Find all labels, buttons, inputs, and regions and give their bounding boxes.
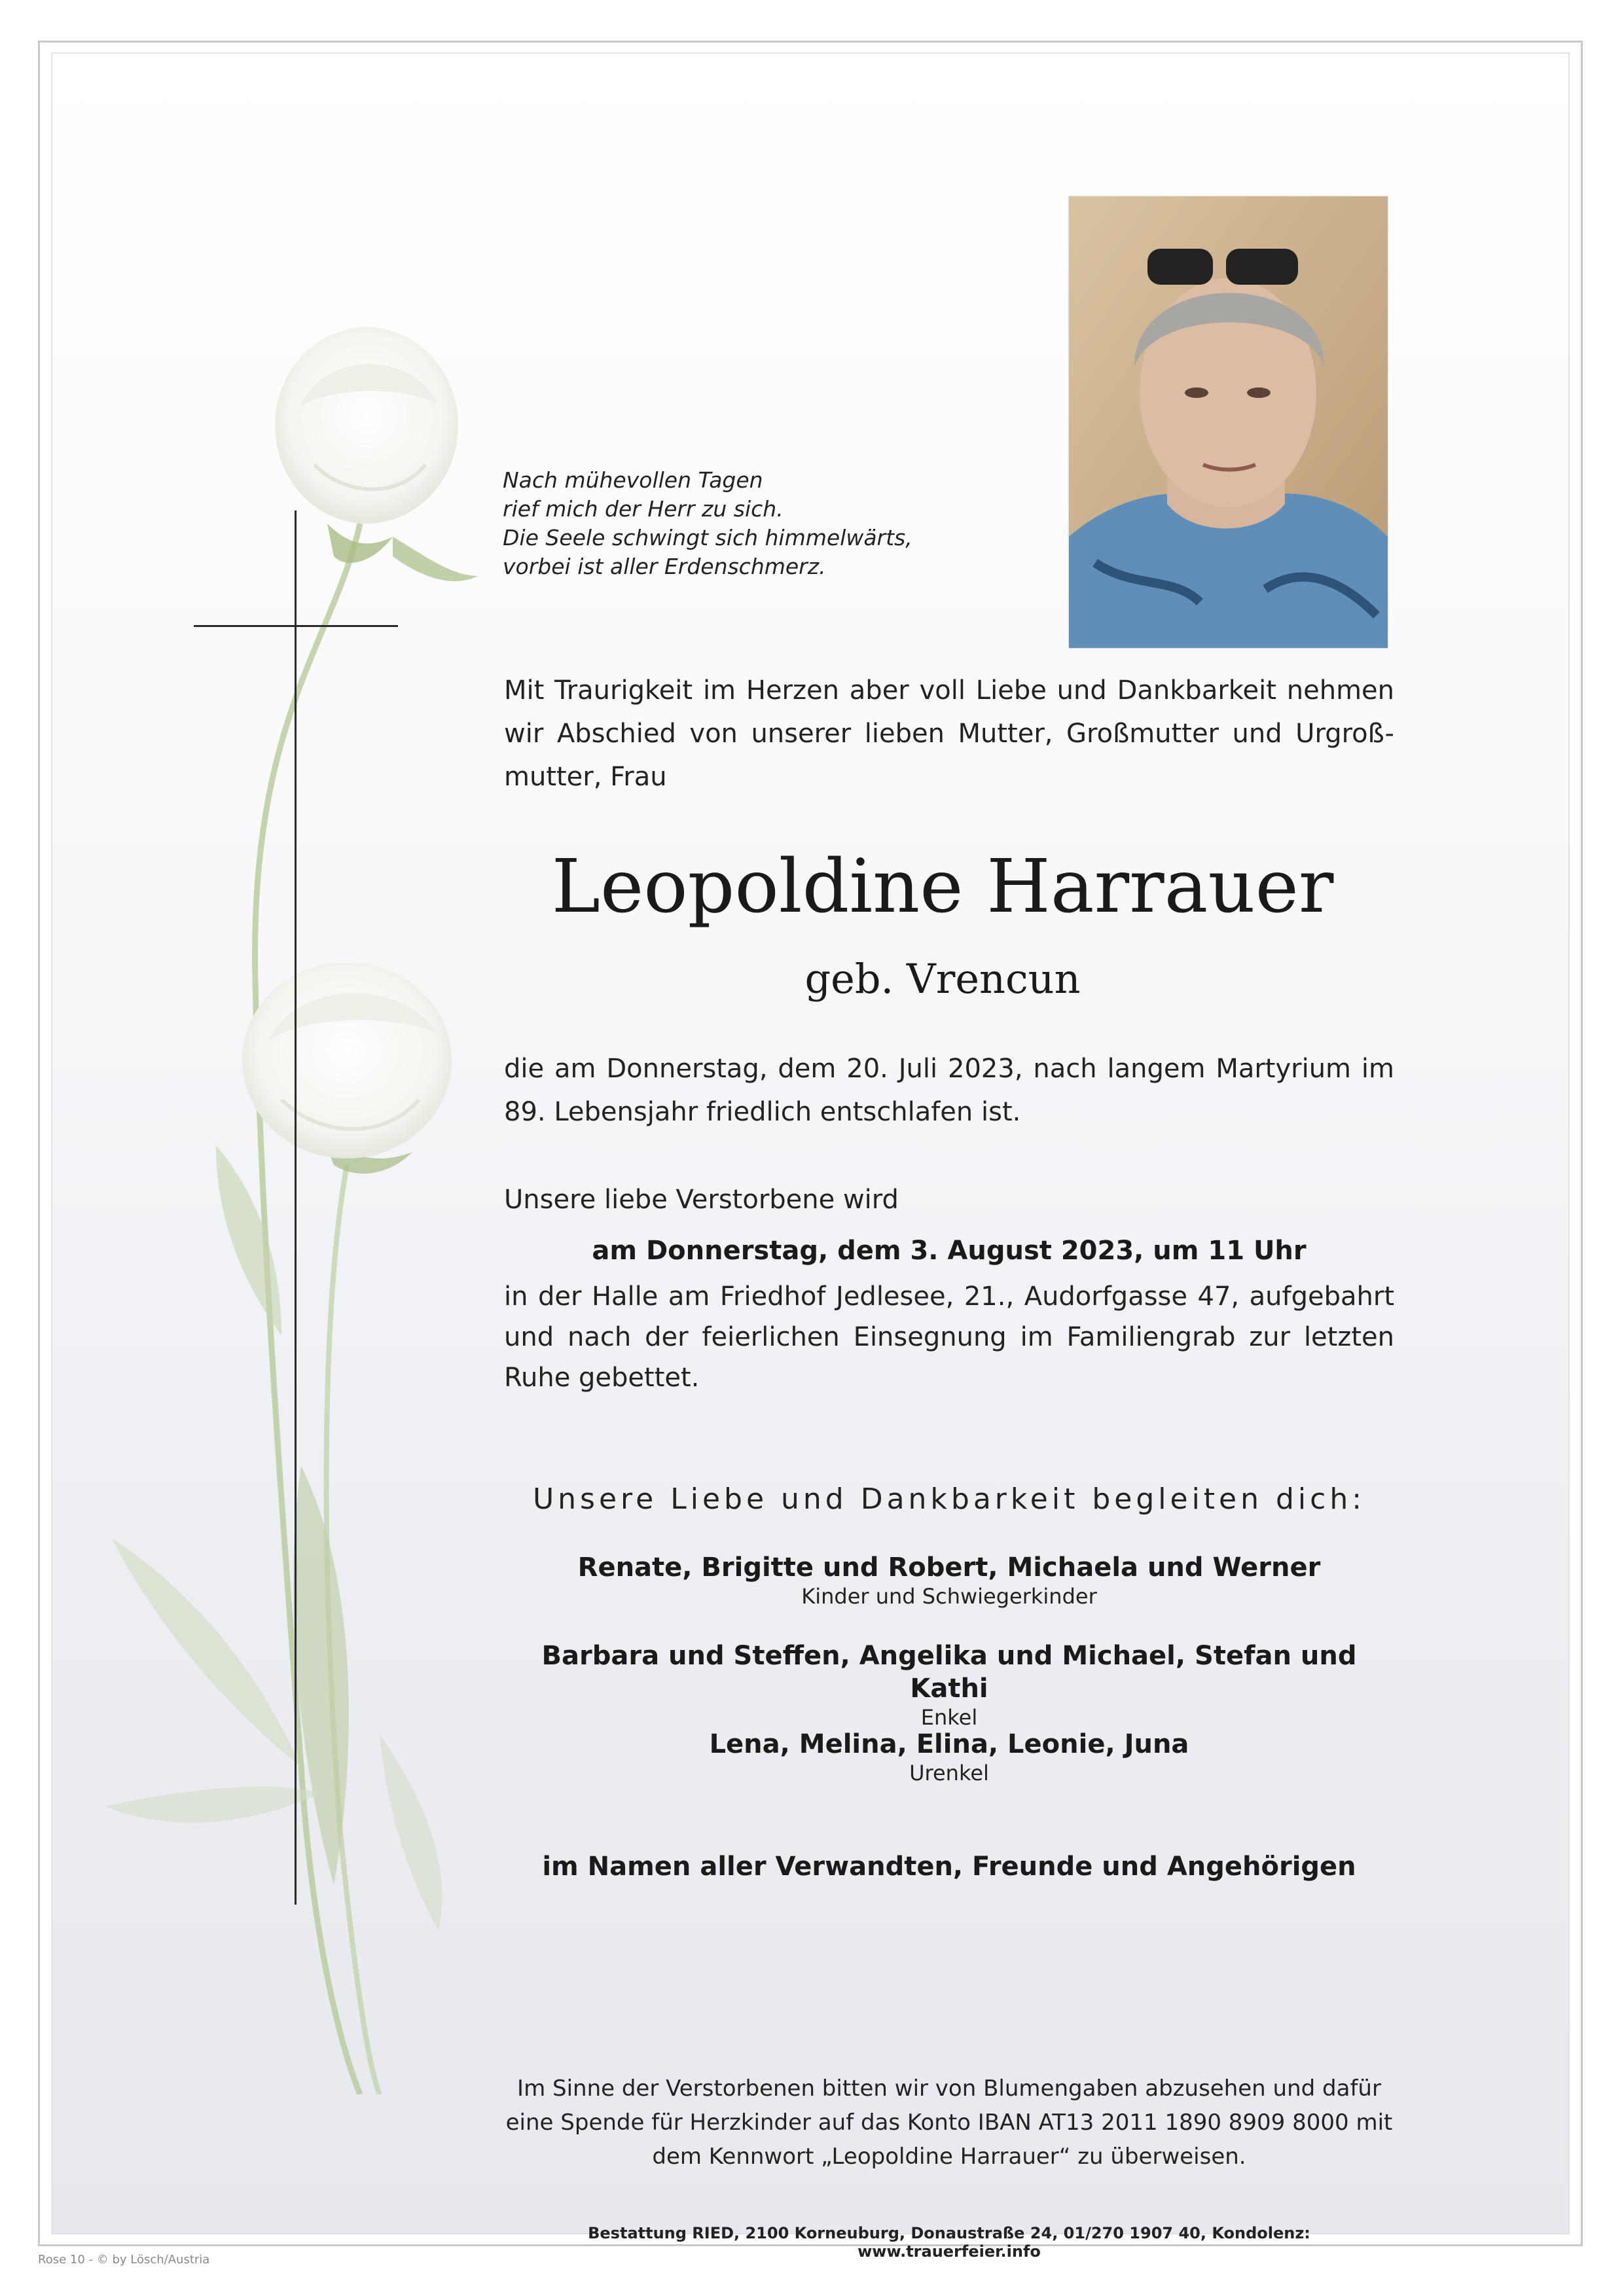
memorial-poem: Nach mühevollen Tagen rief mich der Herr zu sich. Die Seele schwingt sich himmelwärts, vorbei ist aller Erdenschmerz. (503, 467, 912, 579)
cross-horizontal-bar (194, 625, 398, 627)
mourner-names: Barbara und Steffen, Angelika und Michael, Stefan und Kathi (541, 1641, 1357, 1704)
deceased-name: Leopoldine Harrauer (551, 844, 1334, 929)
donation-text: Im Sinne der Verstorbenen bitten wir von Blumengaben abzusehen und dafür eine Spende für Herzkinder auf das Konto IBAN AT13 2011 1890 8909 8000 mit dem Kennwort „Leopoldine Harrauer“ zu überweisen. (505, 2075, 1393, 2170)
funeral-place: in der Halle am Friedhof Jedlesee, 21., Audorfgasse 47, aufgebahrt und nach der feierlichen Einsegnung im Familiengrab zur letzten Ruhe gebettet. (504, 1282, 1394, 1393)
funeral-intro: Unsere liebe Verstorbene wird (504, 1185, 899, 1215)
copyright-note: Rose 10 - © by Lösch/Austria (38, 2253, 210, 2267)
love-line: Unsere Liebe und Dankbarkeit begleiten dich: (532, 1482, 1366, 1516)
mourner-group-grandchildren (504, 1640, 1394, 1730)
white-roses-illustration (85, 327, 491, 2094)
footer-funeral-home: Bestattung RIED, 2100 Korneuburg, Donaustraße 24, 01/270 1907 40, Kondolenz: www.trauerfeier.info (588, 2224, 1310, 2261)
mourner-group-great-grandchildren (504, 1728, 1394, 1785)
death-text: die am Donnerstag, dem 20. Juli 2023, nach langem Martyrium im 89. Lebensjahr friedlich entschlafen ist. (504, 1054, 1394, 1127)
mourner-group-children (504, 1551, 1394, 1609)
mourner-relation: Kinder und Schwiegerkinder (801, 1584, 1097, 1609)
deceased-maiden-name: geb. Vrencun (804, 955, 1081, 1003)
mourner-names: Lena, Melina, Elina, Leonie, Juna (709, 1729, 1189, 1759)
mourner-relation: Urenkel (909, 1761, 989, 1785)
portrait-photo (1069, 196, 1388, 648)
cross-vertical-bar (295, 511, 297, 1905)
mourner-relation: Enkel (920, 1705, 978, 1730)
funeral-date: am Donnerstag, dem 3. August 2023, um 11 Uhr (592, 1236, 1307, 1266)
closing-line: im Namen aller Verwandten, Freunde und Angehörigen (542, 1852, 1356, 1882)
mourner-names: Renate, Brigitte und Robert, Michaela und Werner (577, 1552, 1321, 1583)
intro-text: Mit Traurigkeit im Herzen aber voll Liebe und Dankbarkeit nehmen wir Abschied von unserer lieben Mutter, Großmutter und Urgroß-mutter, Frau (504, 675, 1394, 792)
